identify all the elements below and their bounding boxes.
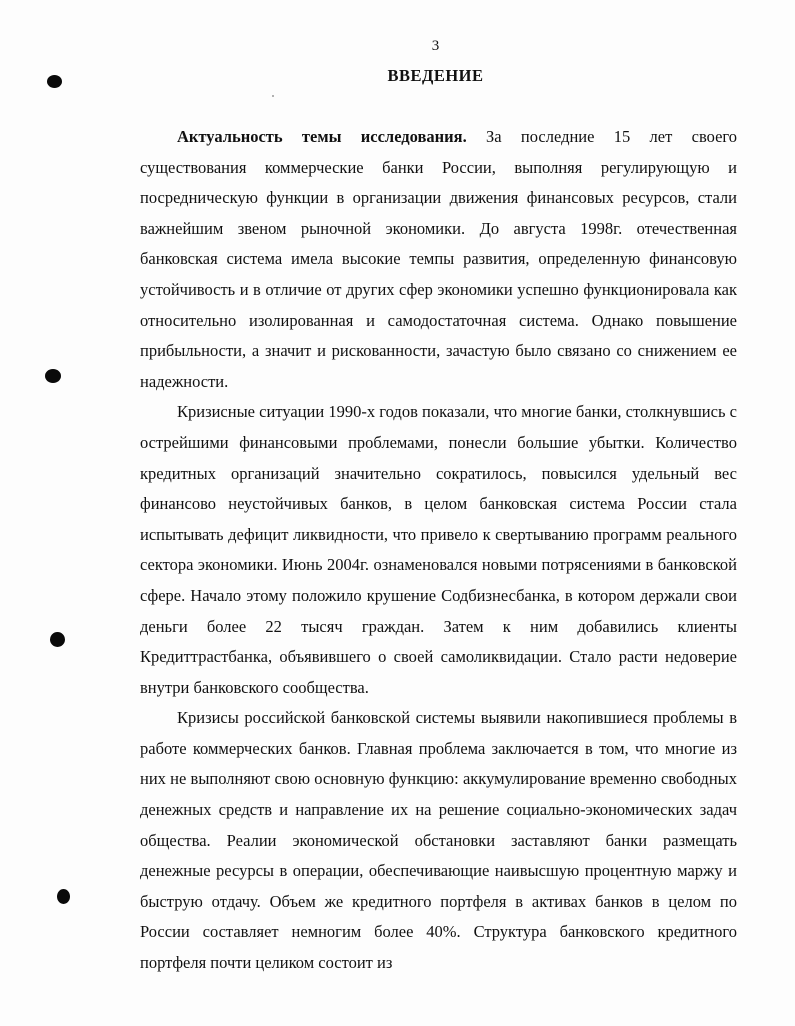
punch-hole-4 (57, 889, 70, 904)
punch-hole-3 (50, 632, 65, 647)
paragraph-lead: Актуальность темы исследования. (177, 127, 467, 146)
scan-speck (272, 95, 274, 97)
punch-hole-2 (45, 369, 61, 383)
paragraph-text: Кризисные ситуации 1990-х годов показали, что многие банки, столкнувшись с острейшими финансовыми проблемами, понесли большие убытки. Количество кредитных организаций значительно сократилось, повысился удельный вес финансово неустойчивых банков, в целом банковская система России стала испытывать дефицит ликвидности, что привело к свертыванию программ реального сектора экономики. Июнь 2004г. ознаменовался новыми потрясениями в банковской сфере. Начало этому положило крушение Содбизнесбанка, в котором держали свои деньги более 22 тысяч граждан. Затем к ним добавились клиенты Кредиттрастбанка, объявившего о своей самоликвидации. Стало расти недоверие внутри банковского сообщества. (140, 402, 737, 697)
paragraph-2 (140, 397, 737, 703)
section-title: ВВЕДЕНИЕ (387, 66, 484, 85)
page-number: 3 (431, 38, 440, 54)
paragraph-text: За последние 15 лет своего существования коммерческие банки России, выполняя регулирующую и посредническую функции в организации движения финансовых ресурсов, стали важнейшим звеном рыночной экономики. До августа 1998г. отечественная банковская система имела высокие темпы развития, определенную финансовую устойчивость и в отличие от других сфер экономики успешно функционировала как относительно изолированная и самодостаточная система. Однако повышение прибыльности, а значит и рискованности, зачастую было связано со снижением ее надежности. (140, 127, 737, 391)
paragraph-3 (140, 703, 737, 978)
body-text (140, 122, 737, 979)
paragraph-text: Кризисы российской банковской системы выявили накопившиеся проблемы в работе коммерческих банков. Главная проблема заключается в том, что многие из них не выполняют свою основную функцию: аккумулирование временно свободных денежных средств и направление их на решение социально-экономических задач общества. Реалии экономической обстановки заставляют банки размещать денежные ресурсы в операции, обеспечивающие наивысшую процентную маржу и быструю отдачу. Объем же кредитного портфеля в активах банков в целом по России составляет немногим более 40%. Структура банковского кредитного портфеля почти целиком состоит из (140, 708, 737, 973)
paragraph-1 (140, 122, 737, 397)
